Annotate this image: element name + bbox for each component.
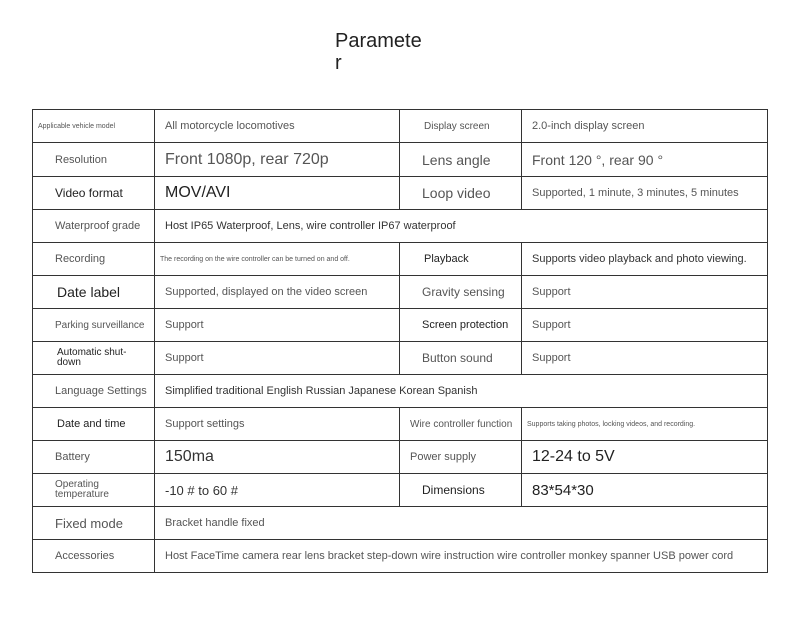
- spec-label: Automatic shut-down: [33, 342, 155, 375]
- spec-value: Supports video playback and photo viewing.: [522, 243, 768, 276]
- spec-label: Operating temperature: [33, 474, 155, 507]
- spec-value: Supported, displayed on the video screen: [155, 276, 400, 309]
- spec-label: Language Settings: [33, 375, 155, 408]
- spec-label: Video format: [33, 177, 155, 210]
- spec-label: Parking surveillance: [33, 309, 155, 342]
- spec-label: Lens angle: [400, 143, 522, 177]
- spec-label: Date label: [33, 276, 155, 309]
- spec-value: 83*54*30: [522, 474, 768, 507]
- spec-value: All motorcycle locomotives: [155, 110, 400, 143]
- table-row: [33, 474, 768, 507]
- spec-value: -10 # to 60 #: [155, 474, 400, 507]
- spec-label: Fixed mode: [33, 507, 155, 540]
- spec-label: Applicable vehicle model: [33, 110, 155, 143]
- spec-label: Accessories: [33, 540, 155, 573]
- spec-value: Bracket handle fixed: [155, 507, 768, 540]
- table-row: [33, 375, 768, 408]
- spec-value: Support settings: [155, 408, 400, 441]
- table-row: [33, 177, 768, 210]
- spec-value: Simplified traditional English Russian Japanese Korean Spanish: [155, 375, 768, 408]
- table-row: [33, 540, 768, 573]
- spec-table: [32, 109, 768, 573]
- spec-label: Recording: [33, 243, 155, 276]
- table-row: [33, 243, 768, 276]
- spec-value: Front 1080p, rear 720p: [155, 143, 400, 177]
- spec-value: Supports taking photos, locking videos, and recording.: [522, 408, 768, 441]
- table-row: [33, 210, 768, 243]
- spec-label: Power supply: [400, 441, 522, 474]
- table-row: [33, 342, 768, 375]
- spec-value: 2.0-inch display screen: [522, 110, 768, 143]
- spec-value: Host IP65 Waterproof, Lens, wire controller IP67 waterproof: [155, 210, 768, 243]
- spec-label: Date and time: [33, 408, 155, 441]
- spec-label: Loop video: [400, 177, 522, 210]
- spec-label: Dimensions: [400, 474, 522, 507]
- spec-value: 150ma: [155, 441, 400, 474]
- spec-value: Support: [155, 309, 400, 342]
- spec-value: Support: [522, 309, 768, 342]
- table-row: [33, 507, 768, 540]
- table-row: [33, 110, 768, 143]
- table-row: [33, 408, 768, 441]
- table-row: [33, 309, 768, 342]
- table-row: [33, 276, 768, 309]
- spec-value: The recording on the wire controller can be turned on and off.: [155, 243, 400, 276]
- spec-value: Support: [155, 342, 400, 375]
- table-row: [33, 441, 768, 474]
- spec-value: Front 120 °, rear 90 °: [522, 143, 768, 177]
- spec-label: Wire controller function: [400, 408, 522, 441]
- spec-label: Button sound: [400, 342, 522, 375]
- spec-value: Host FaceTime camera rear lens bracket step-down wire instruction wire controller monkey spanner USB power cord: [155, 540, 768, 573]
- spec-value: 12-24 to 5V: [522, 441, 768, 474]
- spec-label: Gravity sensing: [400, 276, 522, 309]
- spec-label: Display screen: [400, 110, 522, 143]
- page-title: Parameter: [335, 30, 422, 74]
- spec-label: Resolution: [33, 143, 155, 177]
- spec-label: Playback: [400, 243, 522, 276]
- spec-label: Battery: [33, 441, 155, 474]
- spec-value: Supported, 1 minute, 3 minutes, 5 minutes: [522, 177, 768, 210]
- spec-value: Support: [522, 276, 768, 309]
- spec-label: Screen protection: [400, 309, 522, 342]
- spec-label: Waterproof grade: [33, 210, 155, 243]
- spec-value: MOV/AVI: [155, 177, 400, 210]
- spec-value: Support: [522, 342, 768, 375]
- table-row: [33, 143, 768, 177]
